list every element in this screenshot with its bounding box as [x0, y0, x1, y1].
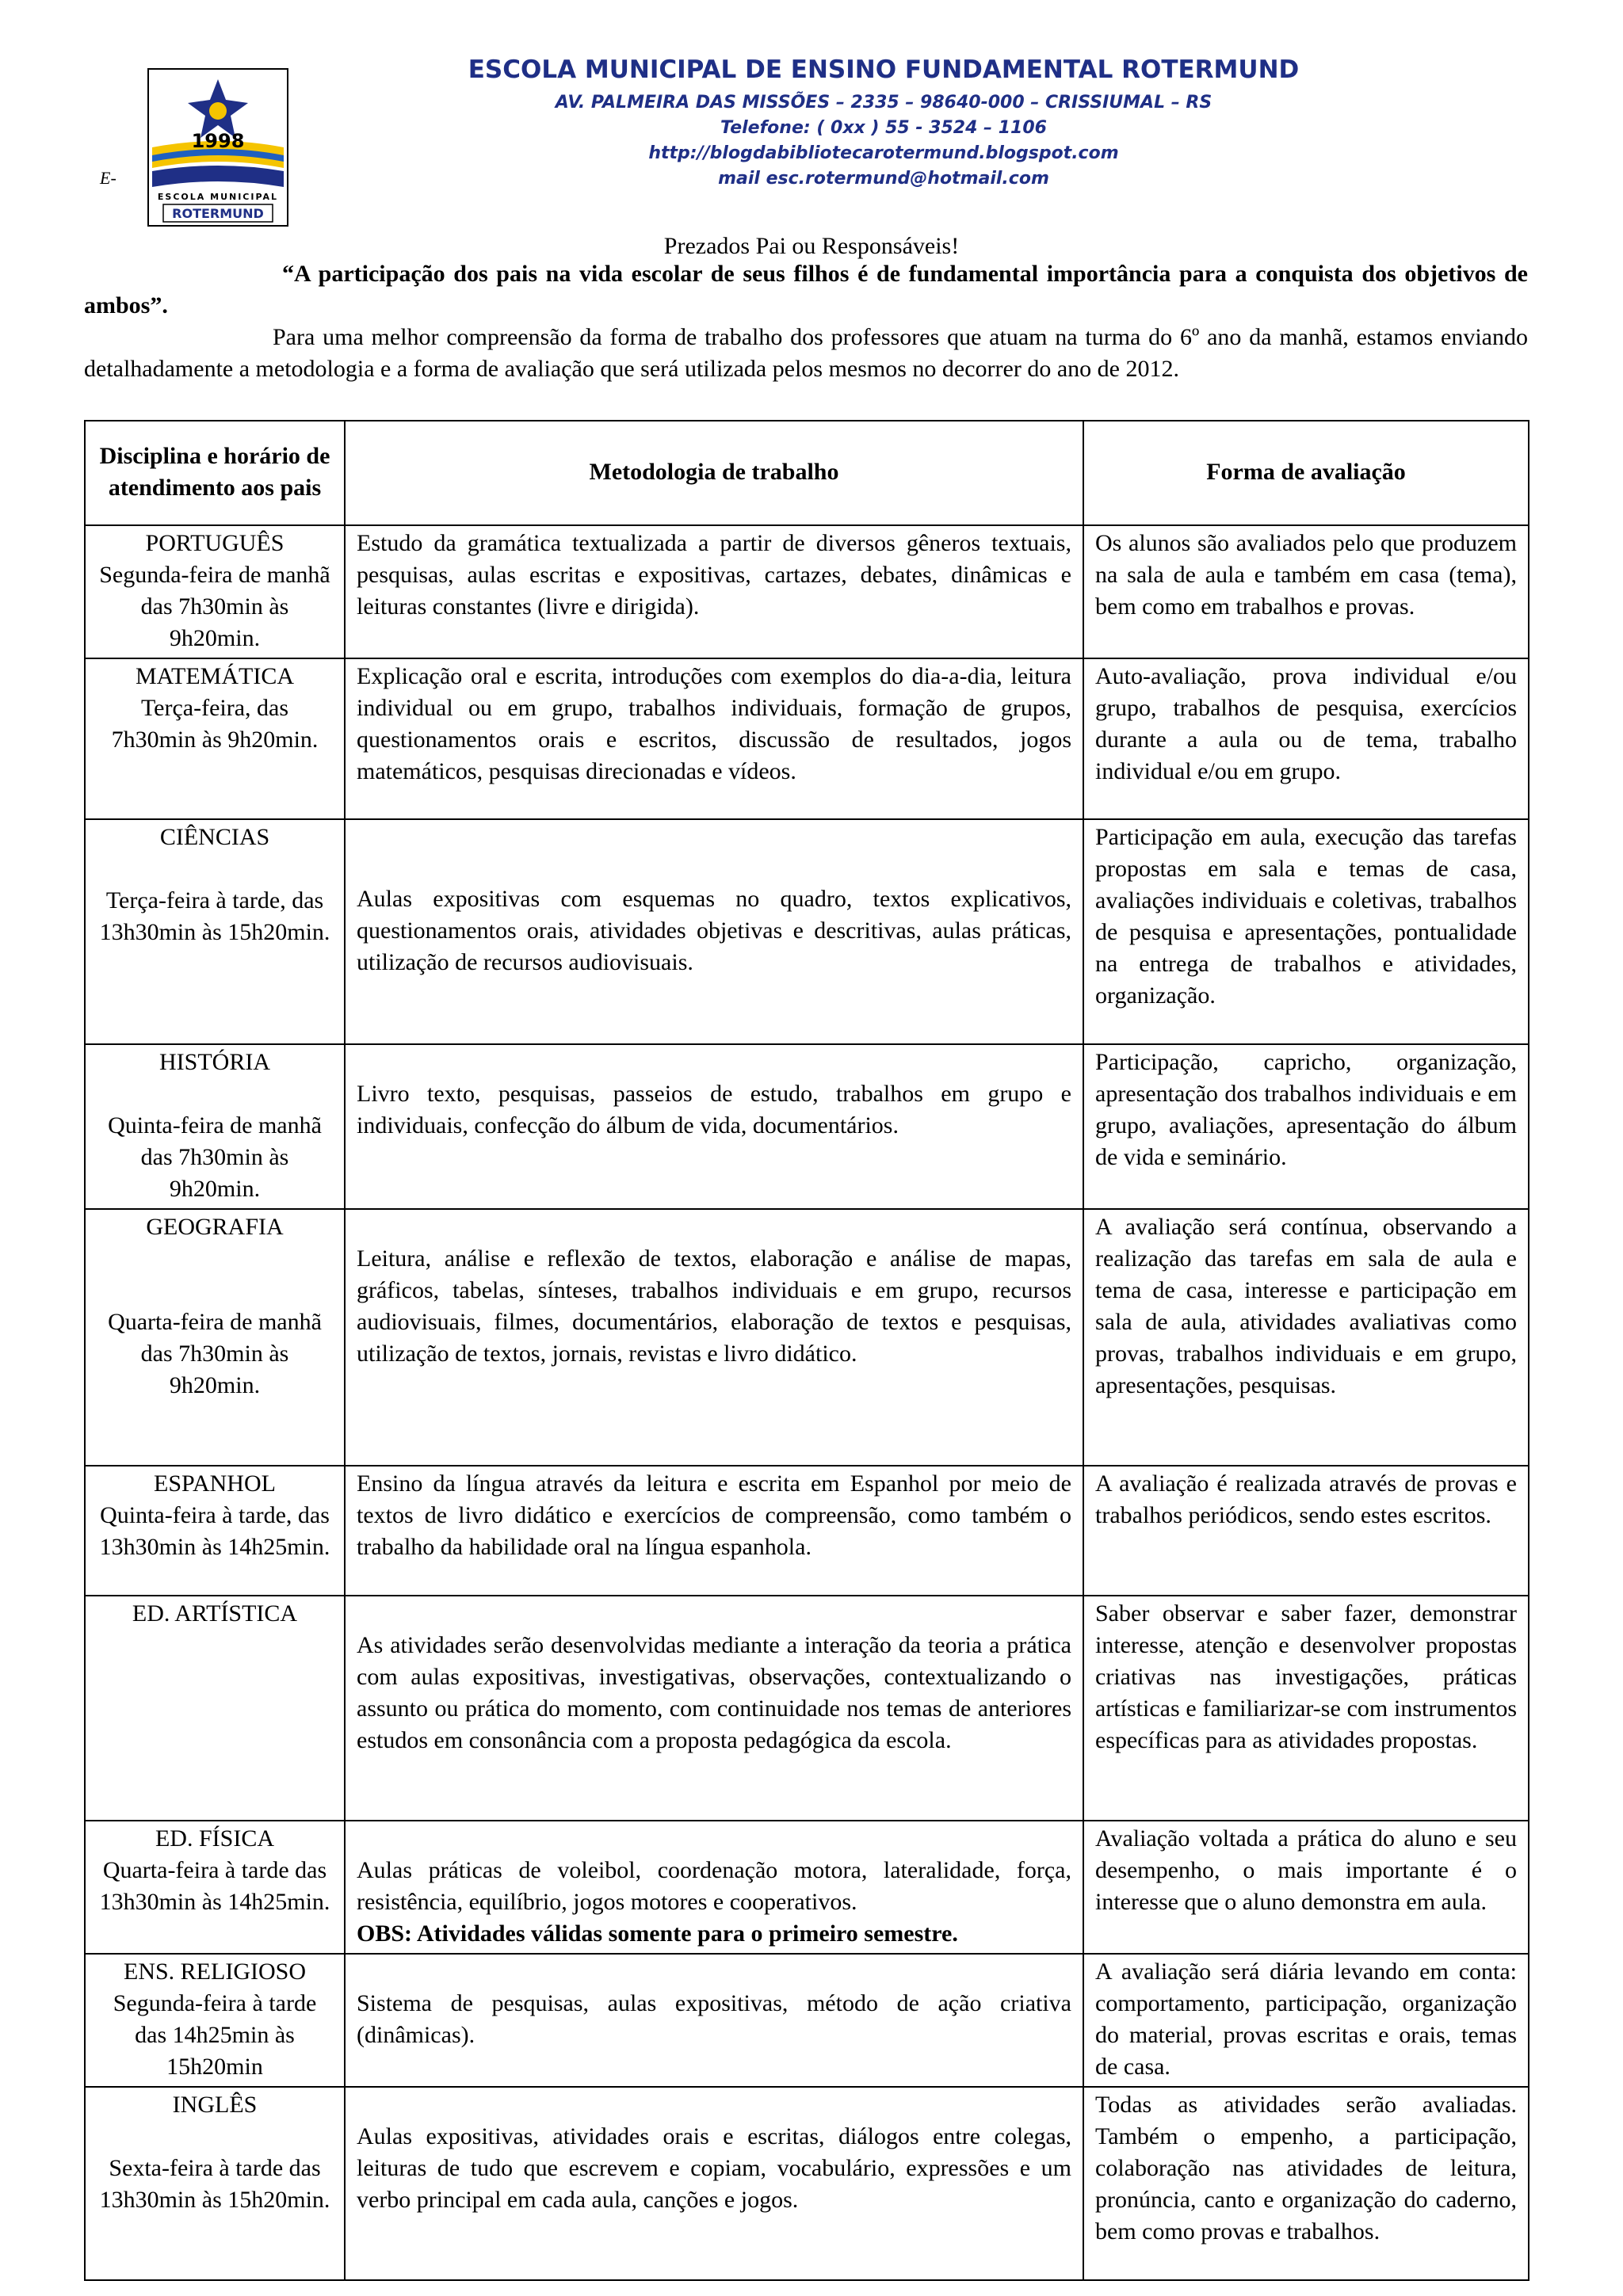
subject-name: PORTUGUÊS — [145, 530, 285, 556]
subject-name: ESPANHOL — [154, 1470, 276, 1497]
subject-cell — [85, 1954, 345, 2087]
table-row — [85, 1821, 1529, 1954]
subject-cell — [85, 1209, 345, 1466]
evaluation-cell: Auto-avaliação, prova individual e/ou grupo, trabalhos de pesquisa, exercícios durante a aula ou de tema, trabalho individual e/ou em grupo. — [1083, 658, 1529, 819]
method-cell: Livro texto, pesquisas, passeios de estudo, trabalhos em grupo e individuais, confecção do álbum de vida, documentários. — [345, 1044, 1083, 1209]
subject-name: GEOGRAFIA — [146, 1214, 284, 1240]
table-row — [85, 1596, 1529, 1821]
subject-cell — [85, 1044, 345, 1209]
subject-schedule: Quinta-feira de manhã das 7h30min às 9h20min. — [108, 1112, 322, 1202]
method-cell: Leitura, análise e reflexão de textos, elaboração e análise de mapas, gráficos, tabelas, sínteses, trabalhos individuais e em grupo, recursos audiovisuais, filmes, documentários, elaboração de textos e pesquisas, utilização de textos, jornais, revistas e livro didático. — [345, 1209, 1083, 1466]
table-row — [85, 1044, 1529, 1209]
header-prefix: E- — [100, 168, 116, 188]
subject-name: ENS. RELIGIOSO — [124, 1958, 306, 1985]
school-name: ESCOLA MUNICIPAL DE ENSINO FUNDAMENTAL ROTERMUND — [468, 55, 1300, 84]
subject-cell — [85, 658, 345, 819]
school-phone: Telefone: ( 0xx ) 55 - 3524 – 1106 — [720, 118, 1047, 138]
subject-name: MATEMÁTICA — [136, 663, 294, 689]
school-email[interactable]: mail esc.rotermund@hotmail.com — [718, 169, 1049, 189]
table-header-row — [85, 421, 1529, 525]
school-address: AV. PALMEIRA DAS MISSÕES – 2335 – 98640-000 – CRISSIUMAL – RS — [555, 93, 1212, 113]
logo-year: 1998 — [191, 130, 245, 152]
school-logo — [147, 68, 288, 227]
method-cell: Estudo da gramática textualizada a partir de diversos gêneros textuais, pesquisas, aulas escritas e expositivas, cartazes, debates, dinâmicas e leituras constantes (livre e dirigida). — [345, 525, 1083, 658]
table-row — [85, 1954, 1529, 2087]
subject-schedule: Segunda-feira à tarde das 14h25min às 15h20min — [113, 1990, 317, 2080]
subject-schedule: Sexta-feira à tarde das 13h30min às 15h20min. — [99, 2155, 330, 2213]
subject-schedule: Terça-feira à tarde, das 13h30min às 15h20min. — [99, 887, 330, 945]
logo-text-top: ESCOLA MUNICIPAL — [157, 192, 279, 202]
subject-schedule: Quinta-feira à tarde, das 13h30min às 14h25min. — [99, 1502, 330, 1560]
subject-name: CIÊNCIAS — [159, 824, 270, 850]
subject-cell — [85, 2087, 345, 2280]
method-obs: OBS: Atividades válidas somente para o primeiro semestre. — [357, 1920, 958, 1947]
greeting: Prezados Pai ou Responsáveis! — [663, 233, 960, 259]
subject-cell — [85, 525, 345, 658]
subject-schedule: Segunda-feira de manhã das 7h30min às 9h20min. — [99, 562, 330, 651]
method-cell: Ensino da língua através da leitura e escrita em Espanhol por meio de textos de livro didático e exercícios de compreensão, como também o trabalho da habilidade oral na língua espanhola. — [345, 1466, 1083, 1596]
evaluation-cell: Todas as atividades serão avaliadas. Também o empenho, a participação, colaboração nas atividades de leitura, pronúncia, canto e organização do caderno, bem como provas e trabalhos. — [1083, 2087, 1529, 2280]
subject-name: ED. ARTÍSTICA — [132, 1600, 298, 1627]
evaluation-cell: Participação, capricho, organização, apresentação dos trabalhos individuais e em grupo, avaliações, apresentação do álbum de vida e seminário. — [1083, 1044, 1529, 1209]
subject-cell — [85, 819, 345, 1044]
method-cell: As atividades serão desenvolvidas mediante a interação da teoria a prática com aulas expositivas, investigativas, observações, contextualizando o assunto ou prática do momento, com continuidade nos temas de anteriores estudos em consonância com a proposta pedagógica da escola. — [345, 1596, 1083, 1821]
subject-name: HISTÓRIA — [159, 1049, 270, 1075]
method-cell: Aulas expositivas com esquemas no quadro, textos explicativos, questionamentos orais, atividades objetivas e descritivas, aulas práticas, utilização de recursos audiovisuais. — [345, 819, 1083, 1044]
evaluation-cell: Avaliação voltada a prática do aluno e seu desempenho, o mais importante é o interesse que o aluno demonstra em aula. — [1083, 1821, 1529, 1954]
method-cell: Sistema de pesquisas, aulas expositivas, método de ação criativa (dinâmicas). — [345, 1954, 1083, 2087]
table-row — [85, 1466, 1529, 1596]
header-discipline: Disciplina e horário de atendimento aos pais — [85, 421, 345, 525]
logo-text-bottom: ROTERMUND — [172, 206, 264, 221]
method-cell: Explicação oral e escrita, introduções com exemplos do dia-a-dia, leitura individual ou em grupo, trabalhos individuais, formação de grupos, questionamentos orais e escritos, discussão de resultados, jogos matemáticos, pesquisas direcionadas e vídeos. — [345, 658, 1083, 819]
evaluation-cell: Os alunos são avaliados pelo que produzem na sala de aula e também em casa (tema), bem como em trabalhos e provas. — [1083, 525, 1529, 658]
header-evaluation: Forma de avaliação — [1083, 421, 1529, 525]
evaluation-cell: A avaliação será contínua, observando a realização das tarefas em sala de aula e tema de casa, interesse e participação em sala de aula, atividades avaliativas como provas, trabalhos individuais e em grupo, apresentações, pesquisas. — [1083, 1209, 1529, 1466]
subject-cell — [85, 1821, 345, 1954]
table-row — [85, 819, 1529, 1044]
subject-schedule: Quarta-feira de manhã das 7h30min às 9h20min. — [108, 1309, 322, 1398]
subject-name: INGLÊS — [172, 2092, 258, 2118]
header-methodology: Metodologia de trabalho — [345, 421, 1083, 525]
evaluation-cell: A avaliação é realizada através de provas e trabalhos periódicos, sendo estes escritos. — [1083, 1466, 1529, 1596]
methodology-table — [84, 420, 1529, 2281]
subject-schedule: Terça-feira, das 7h30min às 9h20min. — [111, 695, 319, 753]
intro-paragraph: Para uma melhor compreensão da forma de trabalho dos professores que atuam na turma do 6º ano da manhã, estamos enviando detalhadamente a metodologia e a forma de avaliação que será utilizada pelos mesmos no decorrer do ano de 2012. — [84, 324, 1528, 382]
table-row — [85, 2087, 1529, 2280]
intro-block — [84, 258, 1528, 385]
evaluation-cell: Saber observar e saber fazer, demonstrar interesse, atenção e desenvolver propostas criativas nas investigações, práticas artísticas e familiarizar-se com instrumentos específicas para as atividades propostas. — [1083, 1596, 1529, 1821]
evaluation-cell: Participação em aula, execução das tarefas propostas em sala e temas de casa, avaliações individuais e coletivas, trabalhos de pesquisa e apresentações, pontualidade na entrega de trabalhos e atividades, organização. — [1083, 819, 1529, 1044]
quote: “A participação dos pais na vida escolar de seus filhos é de fundamental importância para a conquista dos objetivos de ambos”. — [84, 261, 1528, 318]
table-row — [85, 525, 1529, 658]
subject-cell — [85, 1596, 345, 1821]
table-row — [85, 658, 1529, 819]
method-cell: Aulas expositivas, atividades orais e escritas, diálogos entre colegas, leituras de tudo que escrevem e copiam, vocabulário, expressões e um verbo principal em cada aula, canções e jogos. — [345, 2087, 1083, 2280]
method-text: Aulas práticas de voleibol, coordenação motora, lateralidade, força, resistência, equilíbrio, jogos motores e cooperativos. — [357, 1857, 1071, 1915]
subject-name: ED. FÍSICA — [155, 1825, 274, 1852]
school-url[interactable]: http://blogdabibliotecarotermund.blogspot.com — [648, 143, 1119, 163]
evaluation-cell: A avaliação será diária levando em conta: comportamento, participação, organização do material, provas escritas e orais, temas de casa. — [1083, 1954, 1529, 2087]
method-cell — [345, 1821, 1083, 1954]
subject-cell — [85, 1466, 345, 1596]
table-row — [85, 1209, 1529, 1466]
school-header — [444, 55, 1323, 192]
subject-schedule: Quarta-feira à tarde das 13h30min às 14h25min. — [99, 1857, 330, 1915]
